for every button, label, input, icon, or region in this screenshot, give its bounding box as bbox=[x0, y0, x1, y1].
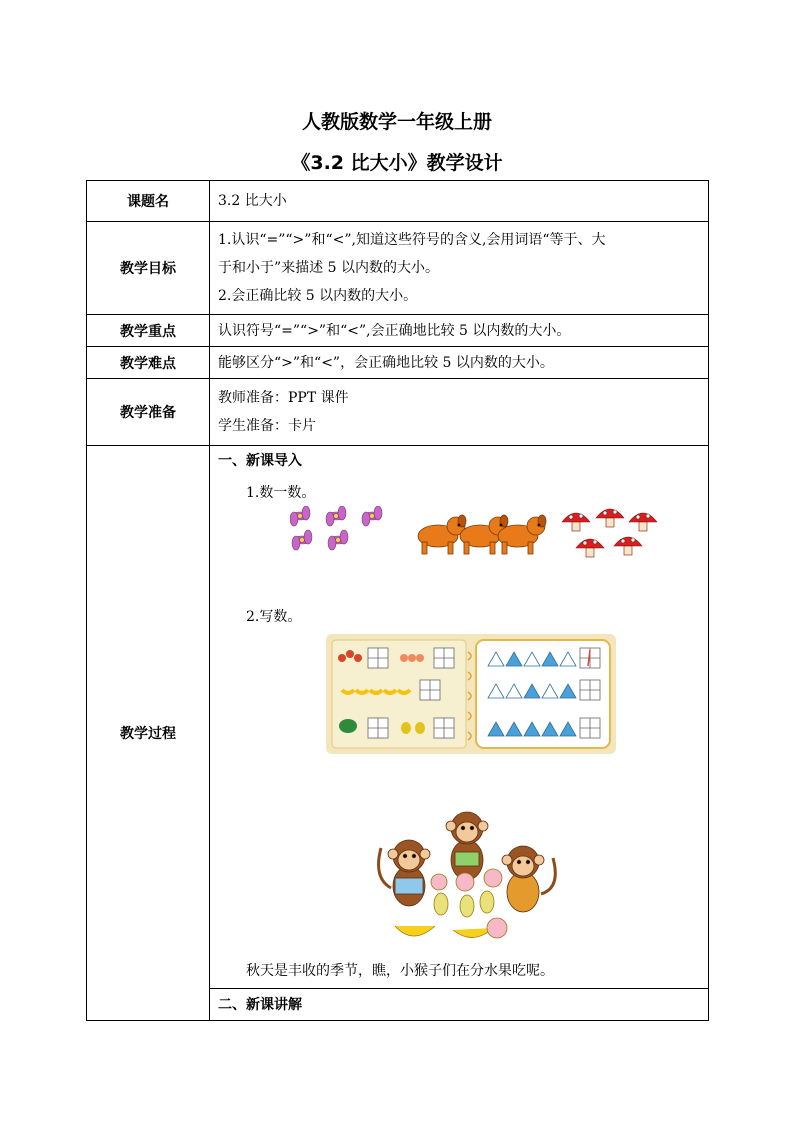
row-preparation bbox=[87, 379, 709, 446]
step-count: 1.数一数。 bbox=[246, 485, 316, 501]
row-label-topic: 课题名 bbox=[87, 181, 210, 222]
goals-content bbox=[210, 222, 709, 315]
row-label-preparation: 教学准备 bbox=[87, 379, 210, 446]
write-number-picture bbox=[326, 634, 616, 754]
section-divider bbox=[210, 988, 708, 989]
monkey-right bbox=[502, 846, 555, 912]
row-goals bbox=[87, 222, 709, 315]
prep-line: 学生准备：卡片 bbox=[218, 418, 316, 434]
monkey-middle bbox=[446, 812, 488, 880]
row-key-points bbox=[87, 315, 709, 347]
row-topic bbox=[87, 181, 709, 222]
mushroom-group bbox=[562, 509, 657, 557]
key-points-value: 认识符号“=”“>”和“<”,会正确地比较 5 以内数的大小。 bbox=[210, 315, 709, 347]
document-title: 人教版数学一年级上册 bbox=[301, 111, 492, 133]
preparation-content bbox=[210, 379, 709, 446]
prep-line: 教师准备：PPT 课件 bbox=[218, 390, 349, 406]
row-difficulties bbox=[87, 347, 709, 379]
dog-group bbox=[418, 515, 546, 554]
process-content bbox=[210, 446, 709, 1021]
flower-group bbox=[290, 506, 382, 550]
topic-value: 3.2 比大小 bbox=[210, 181, 709, 222]
row-process bbox=[87, 446, 709, 1021]
row-label-goals: 教学目标 bbox=[87, 222, 210, 315]
goal-line: 1.认识“=”“>”和“<”,知道这些符号的含义,会用词语“等于、大 bbox=[218, 232, 606, 248]
lesson-plan-table bbox=[86, 180, 709, 1021]
row-label-difficulties: 教学难点 bbox=[87, 347, 210, 379]
counting-picture bbox=[290, 506, 670, 574]
goal-line: 2.会正确比较 5 以内数的大小。 bbox=[218, 288, 418, 304]
step-write: 2.写数。 bbox=[246, 609, 302, 625]
story-text: 秋天是丰收的季节，瞧，小猴子们在分水果吃呢。 bbox=[246, 963, 554, 979]
goal-line: 于和小于”来描述 5 以内数的大小。 bbox=[218, 260, 439, 276]
document-subtitle: 《3.2 比大小》教学设计 bbox=[291, 152, 503, 174]
row-label-process: 教学过程 bbox=[87, 446, 210, 1021]
difficulties-value: 能够区分“>”和“<”，会正确地比较 5 以内数的大小。 bbox=[210, 347, 709, 379]
row-label-key-points: 教学重点 bbox=[87, 315, 210, 347]
section-heading: 一、新课导入 bbox=[218, 453, 302, 469]
monkey-left bbox=[379, 840, 430, 906]
monkeys-picture bbox=[375, 798, 565, 948]
section-heading: 二、新课讲解 bbox=[218, 997, 302, 1013]
